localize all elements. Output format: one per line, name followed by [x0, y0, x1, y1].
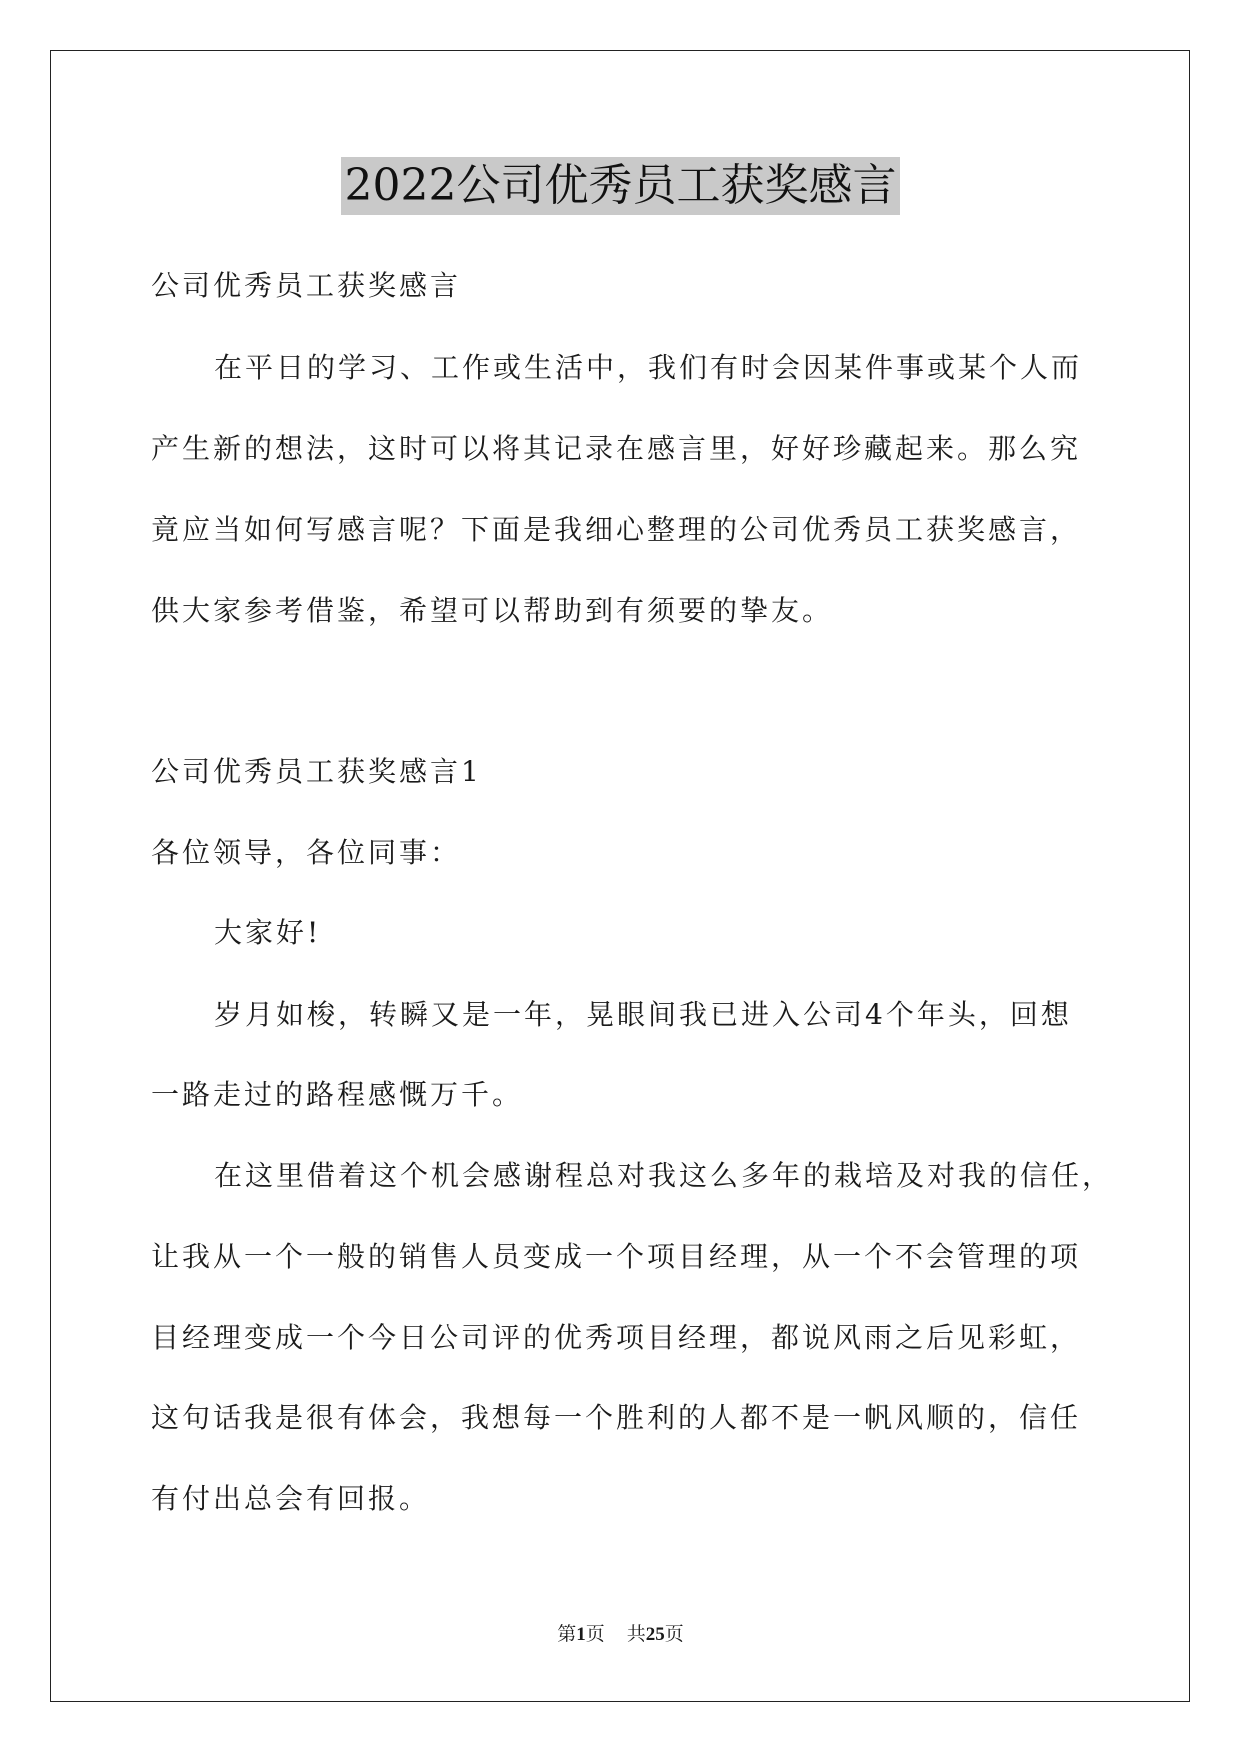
intro-line-1: 在平日的学习、工作或生活中，我们有时会因某件事或某个人而	[214, 351, 1083, 384]
page-prefix: 第	[557, 1624, 577, 1645]
paragraph-2-line-1: 在这里借着这个机会感谢程总对我这么多年的栽培及对我的信任，	[214, 1159, 1114, 1192]
intro-line-2: 产生新的想法，这时可以将其记录在感言里，好好珍藏起来。那么究	[151, 432, 1082, 465]
page-footer	[0, 1622, 1241, 1648]
title-container	[0, 157, 1241, 215]
paragraph-2-line-3: 目经理变成一个今日公司评的优秀项目经理，都说风雨之后见彩虹，	[151, 1321, 1082, 1354]
page-number: 1	[576, 1624, 586, 1645]
total-prefix: 共	[626, 1624, 646, 1645]
intro-line-3: 竟应当如何写感言呢？下面是我细心整理的公司优秀员工获奖感言，	[151, 513, 1082, 546]
document-title: 2022公司优秀员工获奖感言	[341, 157, 901, 215]
speech-heading: 公司优秀员工获奖感言1	[151, 755, 482, 788]
paragraph-2-line-2: 让我从一个一般的销售人员变成一个项目经理，从一个不会管理的项	[151, 1240, 1082, 1273]
paragraph-2-line-4: 这句话我是很有体会，我想每一个胜利的人都不是一帆风顺的，信任	[151, 1401, 1082, 1434]
page-suffix: 页	[585, 1624, 605, 1645]
paragraph-2-line-5: 有付出总会有回报。	[151, 1482, 431, 1515]
salutation: 各位领导，各位同事：	[151, 836, 462, 869]
total-pages: 25	[645, 1624, 665, 1645]
paragraph-1-line-1: 岁月如梭，转瞬又是一年，晃眼间我已进入公司4个年头，回想	[214, 998, 1072, 1031]
total-suffix: 页	[664, 1624, 684, 1645]
intro-line-4: 供大家参考借鉴，希望可以帮助到有须要的挚友。	[151, 594, 834, 627]
paragraph-1-line-2: 一路走过的路程感慨万千。	[151, 1078, 524, 1111]
section-heading: 公司优秀员工获奖感言	[151, 269, 462, 302]
greeting: 大家好!	[214, 916, 322, 949]
